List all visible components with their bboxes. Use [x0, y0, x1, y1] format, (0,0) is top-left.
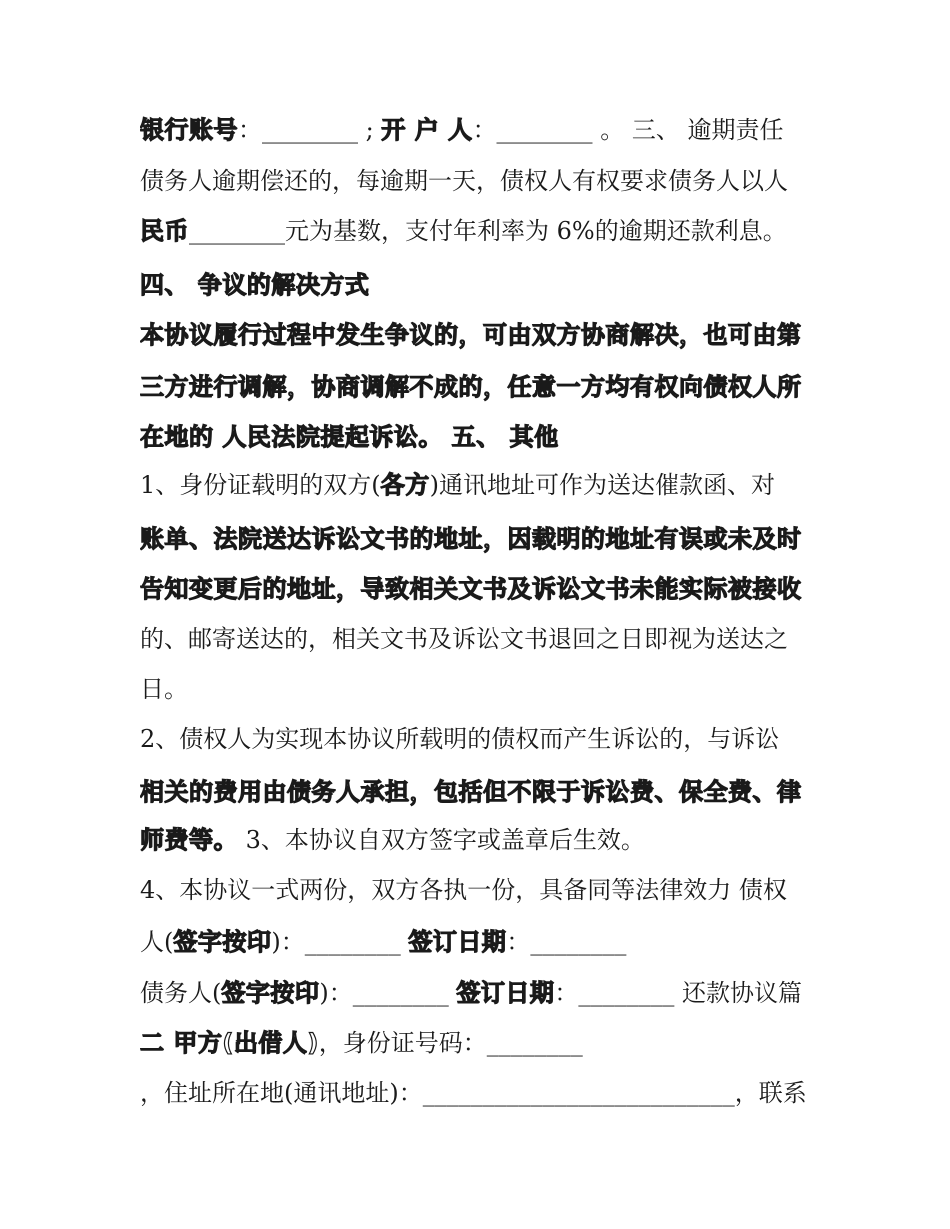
seg: 的、邮寄送达的，相关文书及诉讼文书退回之日即视为送达之: [140, 625, 788, 653]
seg: 债务人逾期偿还的，每逾期一天，债权人有权要求债务人以人: [140, 167, 788, 195]
line-4: [140, 268, 820, 302]
seg: ，住址所在地(通讯地址)：__________________________，联系: [140, 1079, 807, 1107]
line-1: [140, 113, 820, 147]
line-5: [140, 318, 820, 352]
seg: 三方进行调解，协商调解不成的，任意一方均有权向债权人所: [140, 373, 802, 401]
line-20: [140, 1076, 820, 1110]
line-18: [140, 976, 820, 1010]
line-16: [140, 873, 820, 907]
seg: 1、身份证载明的双方(: [140, 471, 381, 499]
seg: 二 甲方(出借人): [140, 1029, 319, 1057]
line-17: [140, 925, 820, 959]
line-14: [140, 775, 820, 809]
line-3: [140, 214, 820, 248]
seg: 签字按印: [173, 928, 272, 956]
seg: 日。: [140, 675, 188, 703]
line-9: [140, 522, 820, 556]
seg: ________元为基数，支付年利率为 6%的逾期还款利息。: [189, 217, 787, 245]
seg: 2、债权人为实现本协议所载明的债权而产生诉讼的，与诉讼: [140, 725, 780, 753]
seg: 四、 争议的解决方式: [140, 271, 370, 299]
seg: 开 户 人: [381, 116, 473, 144]
line-2: [140, 164, 820, 198]
seg: 3、本协议自双方签字或盖章后生效。: [238, 826, 645, 854]
seg: 债务人(: [140, 979, 222, 1007]
seg: 在地的 人民法院提起诉讼。 五、 其他: [140, 423, 559, 451]
seg: ：________ 。 三、 逾期责任: [472, 116, 784, 144]
seg: 本协议履行过程中发生争议的，可由双方协商解决，也可由第: [140, 321, 802, 349]
seg: 相关的费用由债务人承担，包括但不限于诉讼费、保全费、律: [140, 778, 802, 806]
seg: 告知变更后的地址，导致相关文书及诉讼文书未能实际被接收: [140, 575, 802, 603]
line-19: [140, 1026, 820, 1060]
seg: )：________: [271, 928, 409, 956]
seg: 师费等。: [140, 826, 238, 854]
seg: ，身份证号码：________: [318, 1029, 583, 1057]
line-7: [140, 420, 820, 454]
seg: 各方: [380, 471, 430, 499]
seg: 签订日期: [456, 979, 555, 1007]
seg: 账单、法院送达诉讼文书的地址，因载明的地址有误或未及时: [140, 525, 802, 553]
seg: ：________ 还款协议篇: [554, 979, 803, 1007]
seg: 人(: [140, 928, 174, 956]
line-6: [140, 370, 820, 404]
line-11: [140, 622, 820, 656]
seg: ：________ ;: [238, 116, 382, 144]
seg: )：________: [319, 979, 457, 1007]
line-12: [140, 672, 820, 706]
seg: 4、本协议一式两份，双方各执一份，具备同等法律效力 债权: [140, 876, 787, 904]
seg: )通讯地址可作为送达催款函、对: [429, 471, 776, 499]
seg: 签订日期: [408, 928, 507, 956]
seg: 签字按印: [221, 979, 320, 1007]
line-15: [140, 823, 820, 857]
line-10: [140, 572, 820, 606]
seg: 银行账号: [140, 116, 238, 144]
line-13: [140, 722, 820, 756]
seg: ：________: [506, 928, 627, 956]
line-8: [140, 468, 820, 502]
seg: 民币: [140, 217, 189, 245]
